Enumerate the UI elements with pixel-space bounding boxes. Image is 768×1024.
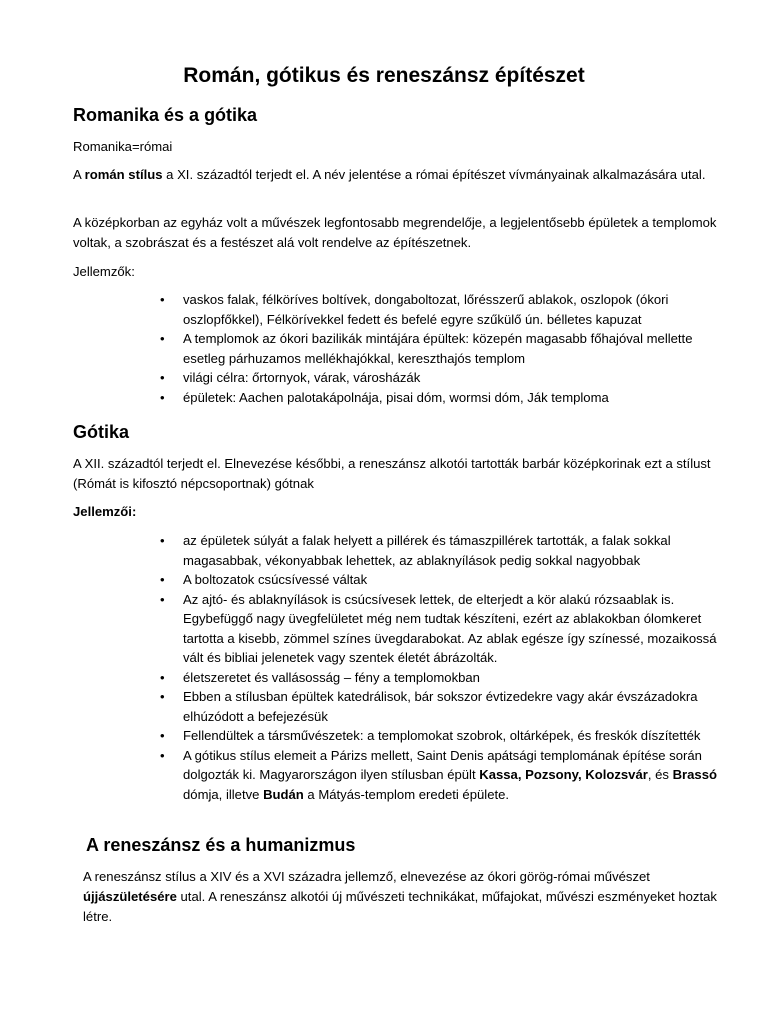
text-span: utal. A reneszánsz alkotói új művészeti technikákat, műfajokat, művészi eszményeket hoztak létre. <box>83 889 717 924</box>
section-heading-gotika: Gótika <box>73 422 130 442</box>
list-item-text: vaskos falak, félköríves boltívek, dongaboltozat, lőrésszerű ablakok, oszlopok (ókori oszlopfőkkel), Félkörívekkel fedett és befelé egyre szűkülő ún. bélletes kapuzat <box>183 292 669 327</box>
text-span: A gótikus stílus elemeit a Párizs mellett, Saint Denis apátsági templomának építése során dolgozták ki. Magyarországon ilyen stílusban épült <box>183 747 702 782</box>
bullet-icon: • <box>160 747 165 763</box>
list-item-text: A boltozatok csúcsívessé váltak <box>183 572 368 587</box>
bullet-icon: • <box>160 331 165 346</box>
paragraph: A XII. századtól terjedt el. Elnevezése későbbi, a reneszánsz alkotói tartották barbár középkorinak ezt a stílust (Rómát is kifosztó népcsoportnak) gótnak <box>73 456 711 491</box>
paragraph <box>83 867 723 927</box>
bullet-icon: • <box>160 533 165 548</box>
feature-list <box>160 531 728 804</box>
page-title: Román, gótikus és reneszánsz építészet <box>183 64 585 87</box>
list-item-text: Ebben a stílusban épültek katedrálisok, bár sokszor évtizedekre vagy akár évszázadokra elhúzódott a befejezésük <box>183 689 698 724</box>
list-item-text: az épületek súlyát a falak helyett a pillérek és támaszpillérek tartották, a falak sokkal magasabbak, vékonyabbak lehettek, az ablaknyílások pedig sokkal nagyobbak <box>183 533 671 568</box>
bold-term: Kassa, Pozsony, Kolozsvár <box>479 767 648 782</box>
text-span: A <box>73 167 85 182</box>
list-item-text: Fellendültek a társművészetek: a templomokat szobrok, oltárképek, és freskók díszítették <box>183 728 701 743</box>
list-item <box>160 329 728 368</box>
list-item-text: A templomok az ókori bazilikák mintájára épültek: közepén magasabb főhajóval mellette esetleg párhuzamos mellékhajókkal, kereszthajós templom <box>183 331 693 366</box>
list-item <box>160 746 728 805</box>
bold-term: Budán <box>263 786 304 802</box>
list-item <box>160 687 728 726</box>
list-item <box>160 590 728 668</box>
bullet-icon: • <box>160 370 165 385</box>
list-item <box>160 726 728 746</box>
list-item <box>160 368 728 388</box>
features-label: Jellemzők: <box>73 264 135 279</box>
section-heading-reneszansz: A reneszánsz és a humanizmus <box>86 835 356 855</box>
text-span: a Mátyás-templom eredeti épülete. <box>303 786 510 802</box>
bullet-icon: • <box>160 689 165 704</box>
paragraph: A középkorban az egyház volt a művészek legfontosabb megrendelője, a legjelentősebb épületek a templomok voltak, a szobrászat és a festészet alá volt rendelve az építészetnek. <box>73 215 717 250</box>
text-span: a XI. századtól terjedt el. A név jelentése a római építészet vívmányainak alkalmazására utal. <box>162 167 706 182</box>
features-label: Jellemzői: <box>73 504 137 519</box>
list-item <box>160 531 728 570</box>
list-item <box>160 570 728 590</box>
list-item <box>160 290 728 329</box>
bold-term: Brassó <box>672 767 717 782</box>
bullet-icon: • <box>160 292 165 307</box>
list-item-text: világi célra: őrtornyok, várak, városházák <box>183 370 421 385</box>
bullet-icon: • <box>160 591 165 607</box>
bullet-icon: • <box>160 669 165 685</box>
list-item <box>160 388 728 408</box>
bold-term: újjászületésére <box>83 889 177 904</box>
feature-list <box>160 290 728 407</box>
paragraph <box>73 165 728 185</box>
bullet-icon: • <box>160 389 165 405</box>
list-item-text <box>183 748 717 802</box>
list-item-text: életszeretet és vallásosság – fény a templomokban <box>183 669 480 685</box>
section-heading-romanika: Romanika és a gótika <box>73 105 258 125</box>
bullet-icon: • <box>160 572 165 587</box>
text-span: A reneszánsz stílus a XIV és a XVI századra jellemző, elnevezése az ókori görög-római művészet <box>83 869 650 884</box>
text-span: , és <box>647 767 673 782</box>
list-item-text: Az ajtó- és ablaknyílások is csúcsívesek lettek, de elterjedt a kör alakú rózsaablak is. Egybefüggő nagy üvegfelületet még nem tudtak készíteni, ezért az ablakokban ólomkeret tartotta a kisebb, zömmel színes üvegdarabokat. Az ablak egésze így színessé, mozaikossá vált és bibliai jelenetek vagy szentek életét ábrázolták. <box>183 591 717 665</box>
paragraph: Romanika=római <box>73 139 173 154</box>
text-span: dómja, illetve <box>183 786 264 802</box>
bullet-icon: • <box>160 728 165 743</box>
list-item-text: épületek: Aachen palotakápolnája, pisai dóm, wormsi dóm, Ják temploma <box>183 389 609 405</box>
bold-term: román stílus <box>84 167 163 182</box>
list-item <box>160 668 728 688</box>
